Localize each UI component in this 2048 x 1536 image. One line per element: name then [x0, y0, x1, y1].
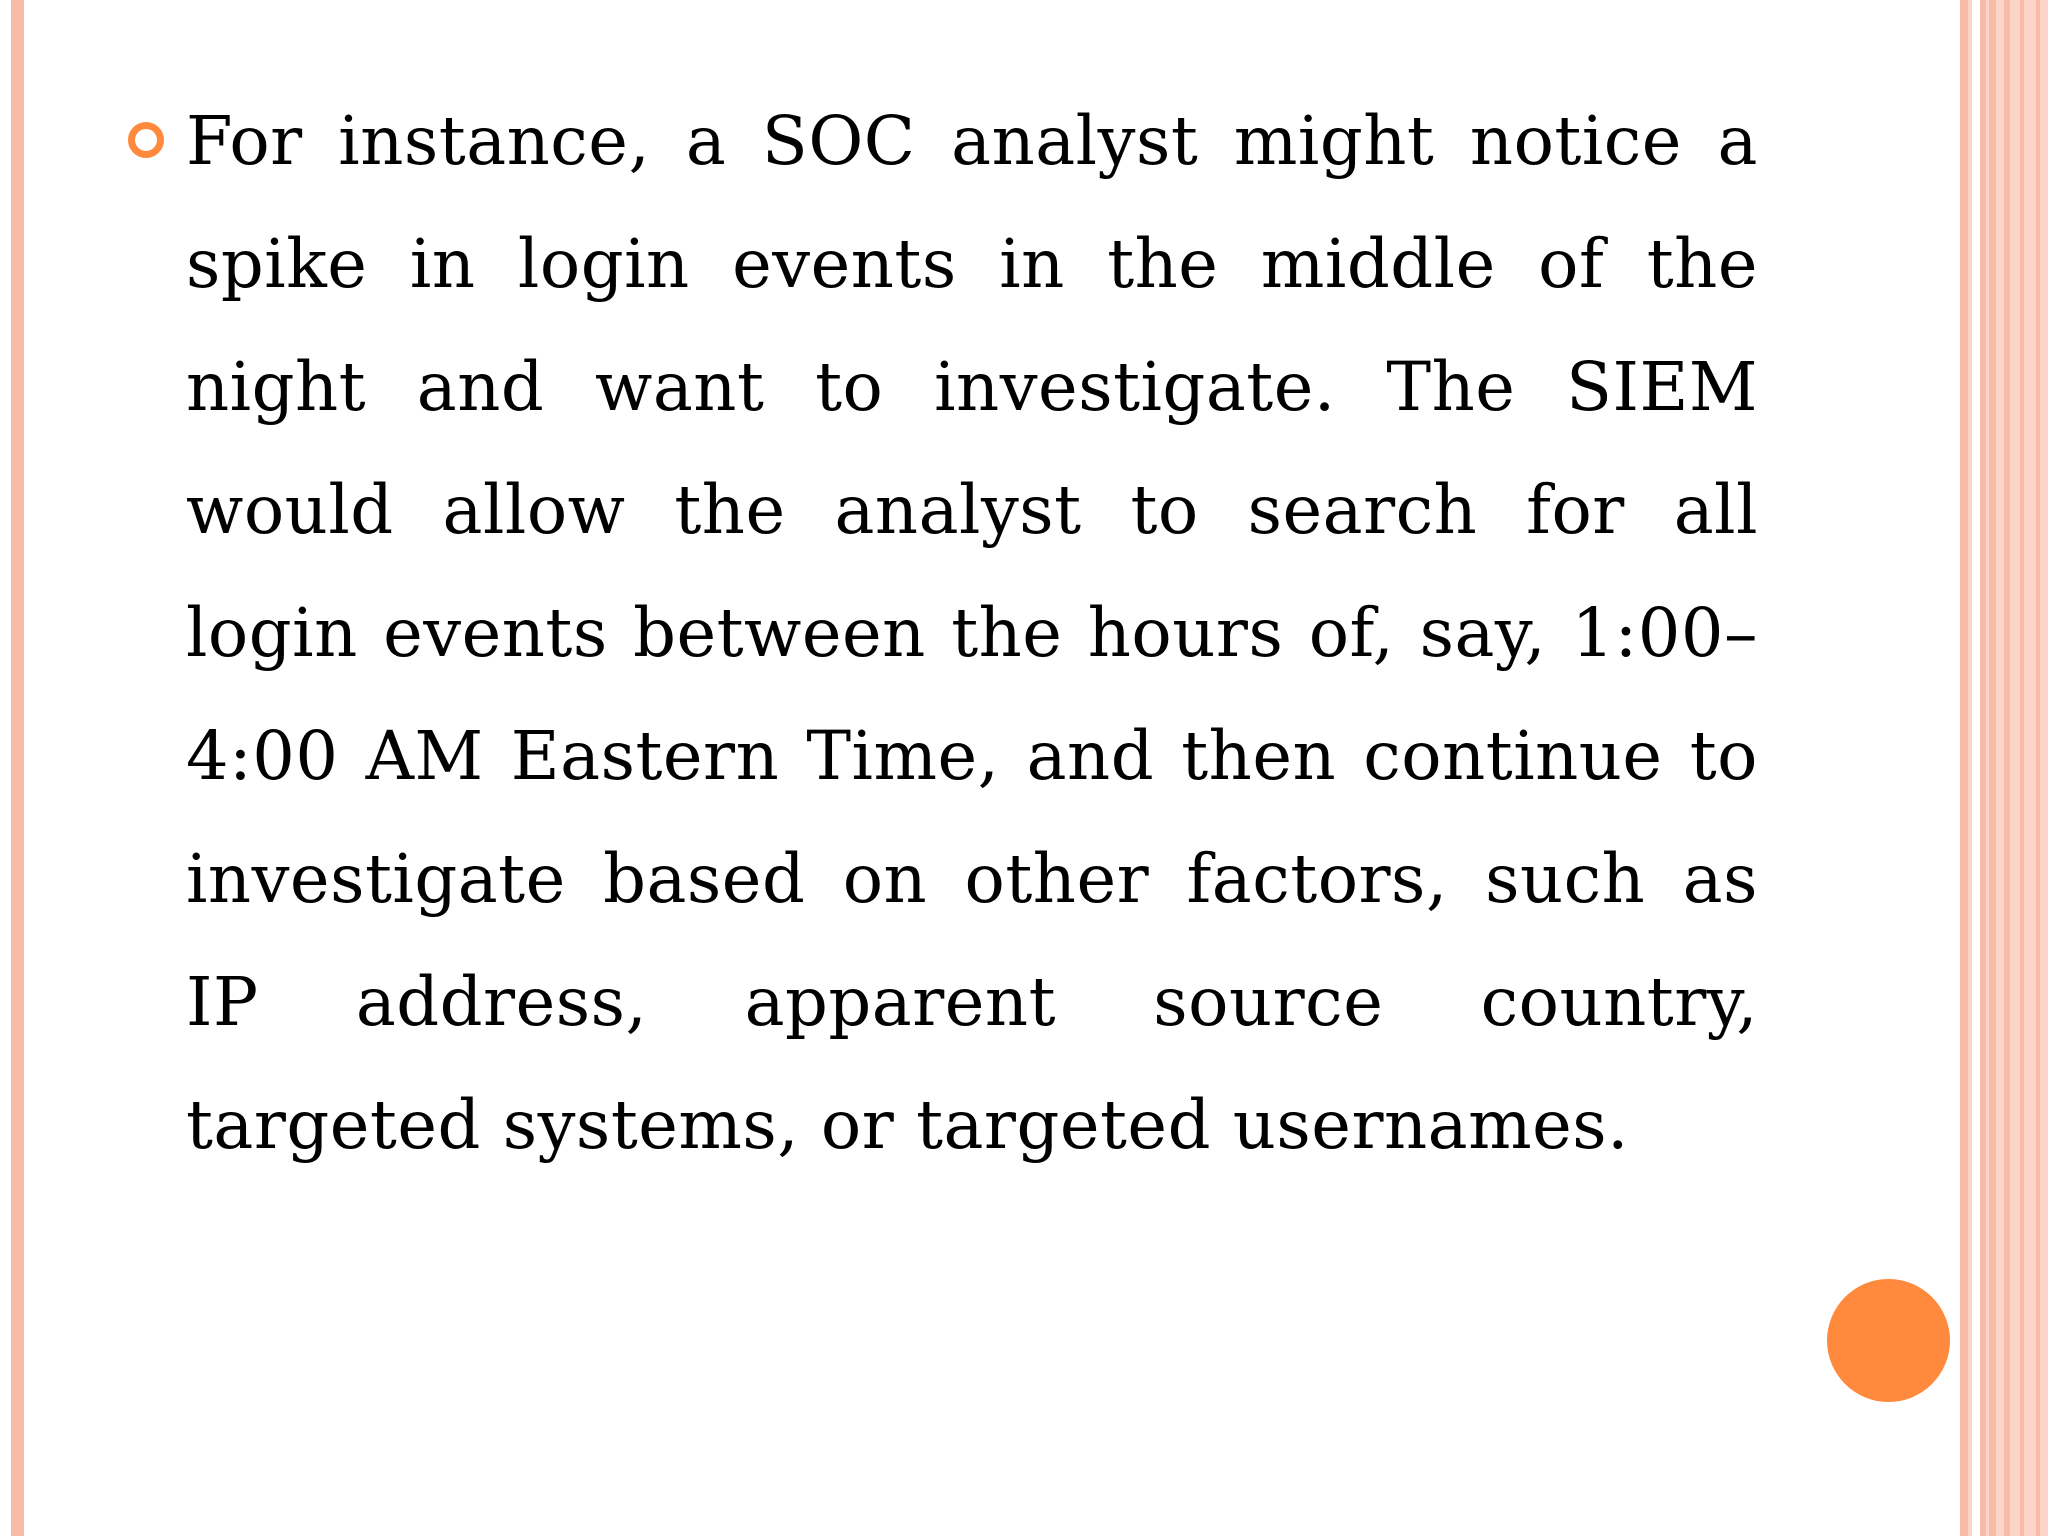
bullet-item	[128, 80, 1758, 1187]
right-border-stripe	[1960, 0, 1968, 1536]
left-border-stripe	[11, 0, 24, 1536]
right-border-stripe	[2004, 0, 2010, 1536]
right-border-stripe	[2036, 0, 2040, 1536]
circle-outline-bullet-icon	[128, 122, 164, 158]
accent-circle-decoration	[1827, 1279, 1950, 1402]
right-border-stripe	[2020, 0, 2024, 1536]
right-border-stripe	[1968, 0, 1972, 1536]
right-border-stripe	[1989, 0, 1996, 1536]
bullet-text: For instance, a SOC analyst might notice a spike in login events in the middle of the night and want to investigate. The SIEM would allow the analyst to search for all login events between the hours of, say, 1:00–4:00 AM Eastern Time, and then continue to investigate based on other factors, such as IP address, apparent source country, targeted systems, or targeted usernames.	[186, 102, 1758, 1164]
